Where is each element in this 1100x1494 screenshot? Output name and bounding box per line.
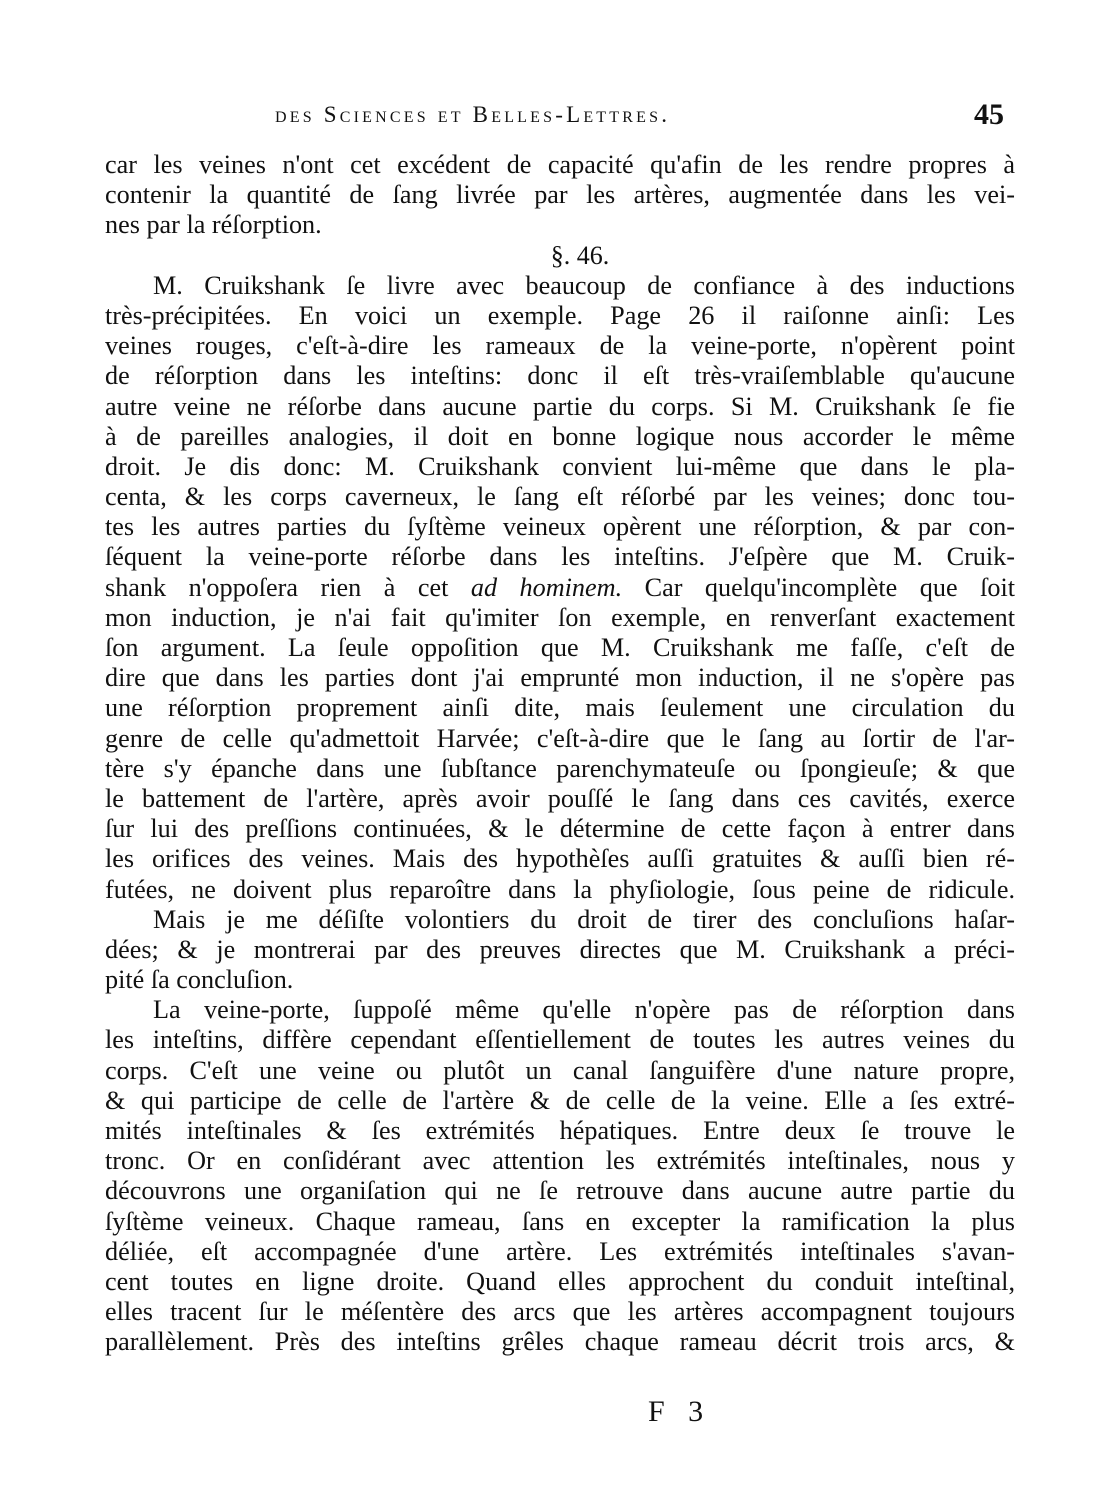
paragraph-start-line: La veine-porte, ſuppoſé même qu'elle n'opère pas de réſorption dans	[153, 995, 1015, 1025]
text-line: tère s'y épanche dans une ſubſtance parenchymateuſe ou ſpongieuſe; & que	[105, 753, 1015, 783]
text-line: pité ſa concluſion.	[105, 965, 294, 995]
text-line: le battement de l'artère, après avoir pouſſé le ſang dans ces cavités, exerce	[105, 783, 1015, 813]
text-line: mon induction, je n'ai fait qu'imiter ſon exemple, en renverſant exactement	[105, 602, 1015, 632]
text-run: shank n'oppoſera rien à cet	[105, 572, 471, 602]
text-line: nes par la réſorption.	[105, 210, 322, 240]
paragraph-start-line: M. Cruikshank ſe livre avec beaucoup de confiance à des inductions	[153, 270, 1015, 300]
running-title: des Sciences et Belles-Lettres.	[275, 102, 671, 127]
text-line: ſyſtème veineux. Chaque rameau, ſans en excepter la ramification la plus	[105, 1206, 1015, 1236]
text-line: dées; & je montrerai par des preuves directes que M. Cruikshank a préci-	[105, 934, 1015, 964]
text-line: de réſorption dans les inteſtins: donc il eſt très-vraiſemblable qu'aucune	[105, 361, 1015, 391]
text-line: centa, & les corps caverneux, le ſang eſt réſorbé par les veines; donc tou-	[105, 482, 1015, 512]
text-line: veines rouges, c'eſt-à-dire les rameaux de la veine-porte, n'opèrent point	[105, 331, 1015, 361]
text-line: tronc. Or en conſidérant avec attention les extrémités inteſtinales, nous y	[105, 1146, 1015, 1176]
text-line: découvrons une organiſation qui ne ſe retrouve dans aucune autre partie du	[105, 1176, 1015, 1206]
text-line: corps. C'eſt une veine ou plutôt un canal ſanguifère d'une nature propre,	[105, 1055, 1015, 1085]
text-line: futées, ne doivent plus reparoître dans la phyſiologie, ſous peine de ridicule.	[105, 874, 1015, 904]
text-line	[105, 573, 1015, 603]
italic-phrase: ad hominem.	[470, 572, 623, 602]
text-line: les orifices des veines. Mais des hypothèſes auſſi gratuites & auſſi bien ré-	[105, 844, 1015, 874]
text-line: ſéquent la veine-porte réſorbe dans les inteſtins. J'eſpère que M. Cruik-	[105, 542, 1015, 572]
text-line: à de pareilles analogies, il doit en bonne logique nous accorder le même	[105, 421, 1015, 451]
text-line: parallèlement. Près des inteſtins grêles chaque rameau décrit trois arcs, &	[105, 1327, 1015, 1357]
text-line: contenir la quantité de ſang livrée par les artères, augmentée dans les vei-	[105, 180, 1015, 210]
text-line: autre veine ne réſorbe dans aucune partie du corps. Si M. Cruikshank ſe fie	[105, 391, 1015, 421]
text-run: Car quelqu'incomplète que ſoit	[622, 572, 1015, 602]
body-text	[105, 150, 1015, 1358]
text-line: ſon argument. La ſeule oppoſition que M. Cruikshank me faſſe, c'eſt de	[105, 633, 1015, 662]
text-line: genre de celle qu'admettoit Harvée; c'eſt-à-dire que le ſang au ſortir de l'ar-	[105, 723, 1015, 753]
text-line: une réſorption proprement ainſi dite, mais ſeulement une circulation du	[105, 693, 1015, 723]
text-line: les inteſtins, diffère cependant eſſentiellement de toutes les autres veines du	[105, 1025, 1015, 1055]
text-line: déliée, eſt accompagnée d'une artère. Les extrémités inteſtinales s'avan-	[105, 1236, 1015, 1266]
text-line: dire que dans les parties dont j'ai emprunté mon induction, il ne s'opère pas	[105, 663, 1015, 693]
signature-mark: F 3	[648, 1395, 712, 1428]
text-line: car les veines n'ont cet excédent de capacité qu'afin de les rendre propres à	[105, 150, 1015, 179]
text-line: mités inteſtinales & ſes extrémités hépatiques. Entre deux ſe trouve le	[105, 1116, 1015, 1145]
text-line: cent toutes en ligne droite. Quand elles approchent du conduit inteſtinal,	[105, 1266, 1015, 1296]
text-line: très-précipitées. En voici un exemple. Page 26 il raiſonne ainſi: Les	[105, 300, 1015, 330]
running-head	[0, 98, 1100, 142]
text-line: ſur lui des preſſions continuées, & le détermine de cette façon à entrer dans	[105, 814, 1015, 844]
text-line: elles tracent ſur le méſentère des arcs que les artères accompagnent toujours	[105, 1297, 1015, 1327]
section-heading: §. 46.	[550, 240, 610, 270]
text-line: & qui participe de celle de l'artère & de celle de la veine. Elle a ſes extré-	[105, 1085, 1015, 1115]
paragraph-start-line: Mais je me déſiſte volontiers du droit de tirer des concluſions haſar-	[153, 904, 1015, 934]
page-number: 45	[974, 98, 1004, 131]
text-line: droit. Je dis donc: M. Cruikshank convient lui-même que dans le pla-	[105, 451, 1015, 481]
text-line: tes les autres parties du ſyſtème veineux opèrent une réſorption, & par con-	[105, 512, 1015, 542]
